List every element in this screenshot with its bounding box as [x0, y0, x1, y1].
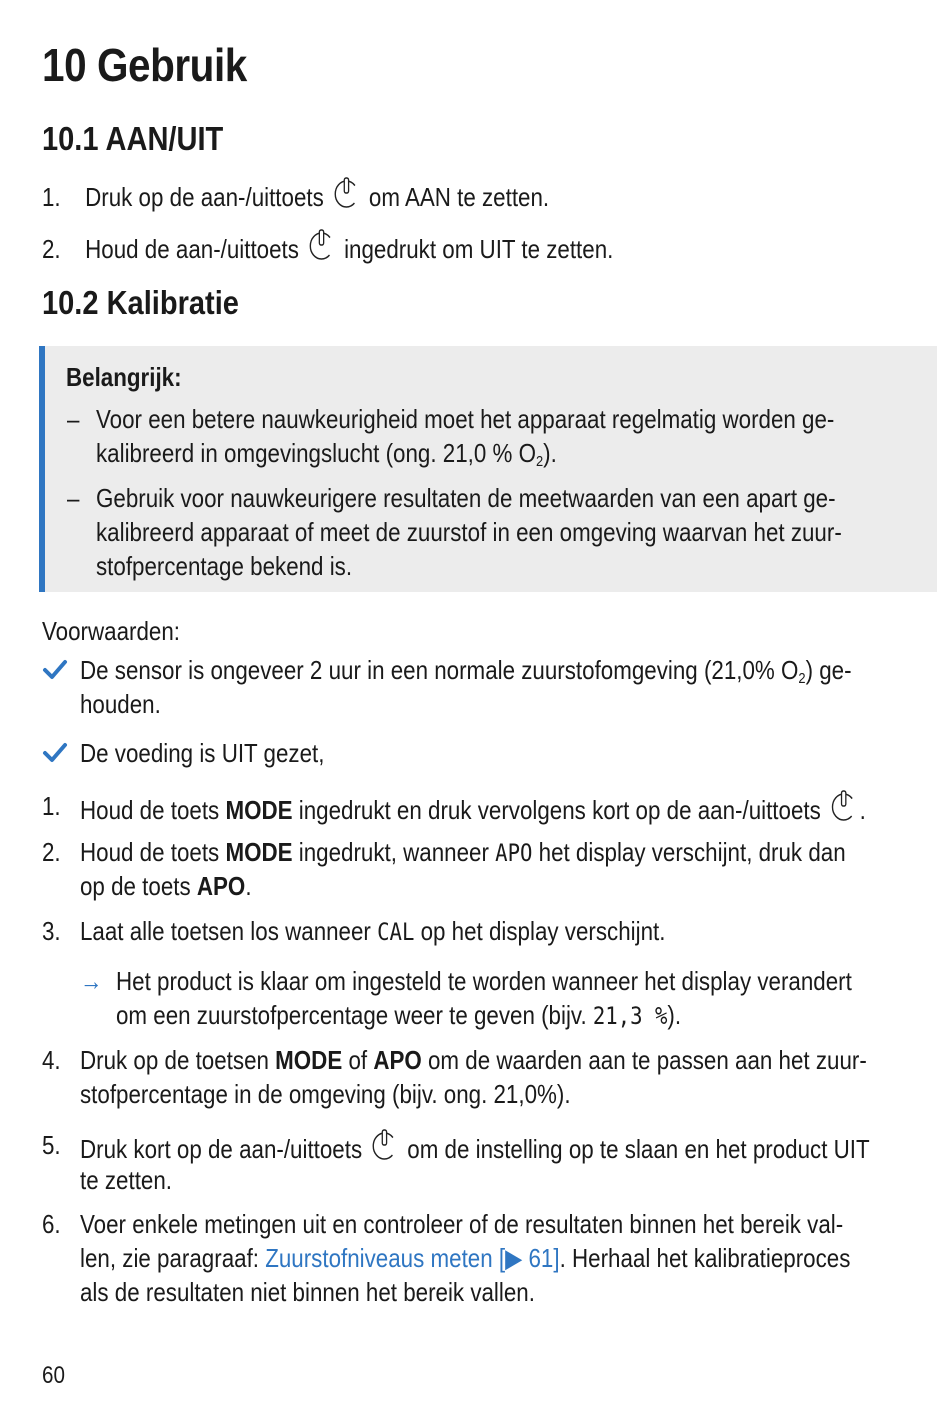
- step-text-part: Houd de toets: [80, 837, 226, 867]
- step-text-part: om de instelling op te slaan en het product UIT: [407, 1134, 870, 1164]
- result-text-part: ).: [667, 1000, 682, 1030]
- key-label: APO: [196, 871, 246, 901]
- key-label: MODE: [225, 837, 293, 867]
- list-item: [42, 176, 937, 214]
- step-number: 2.: [42, 837, 61, 867]
- step-text: om AAN te zetten.: [368, 182, 550, 212]
- step-text-part: Laat alle toetsen los wanneer: [80, 916, 378, 946]
- step-text: Voer enkele metingen uit en controleer of de resultaten binnen het bereik val-: [80, 1209, 844, 1239]
- note-text: Gebruik voor nauwkeurigere resultaten de meetwaarden van een apart ge-: [96, 483, 836, 513]
- step-text-part: ingedrukt, wanneer: [292, 837, 496, 867]
- step-text: [80, 789, 866, 827]
- chapter-title: 10 Gebruik: [42, 39, 247, 91]
- result-text-part: om een zuurstofpercentage weer te geven (bijv.: [116, 1000, 593, 1030]
- note-dash: –: [67, 483, 80, 513]
- step-text: [80, 869, 252, 903]
- page-number: 60: [42, 1362, 65, 1389]
- subscript: 2: [798, 670, 806, 687]
- note-text-part: kalibreerd in omgevingslucht (ong. 21,0 % O: [96, 438, 536, 468]
- conditions-label: [42, 614, 937, 648]
- display-code: 21,3 %: [592, 1002, 668, 1030]
- note-text: kalibreerd apparaat of meet de zuurstof in een omgeving waarvan het zuur-: [96, 517, 842, 547]
- step-text-part: het display verschijnt, druk dan: [532, 837, 846, 867]
- section-title-aan-uit: 10.1 AAN/UIT: [42, 120, 224, 157]
- checkmark-icon: [42, 740, 68, 766]
- checkmark-icon: [42, 657, 68, 683]
- conditions-label-text: Voorwaarden:: [42, 616, 180, 646]
- subscript: 2: [535, 453, 544, 470]
- step-text: ingedrukt om UIT te zetten.: [344, 234, 614, 264]
- step-text-part: om de waarden aan te passen aan het zuur-: [421, 1045, 867, 1075]
- power-icon: [370, 1128, 399, 1162]
- step-text: [80, 1241, 850, 1275]
- step-text: [80, 1043, 867, 1077]
- step-text-part: Houd de toets: [80, 795, 226, 825]
- step-text-part: of: [342, 1045, 374, 1075]
- step-text-part: .: [245, 871, 252, 901]
- step-number: 1.: [42, 791, 61, 821]
- note-text: [96, 436, 557, 470]
- step-text-part: len, zie paragraaf:: [80, 1243, 266, 1273]
- step-text-part: . Herhaal het kalibratieproces: [559, 1243, 851, 1273]
- step-number: 5.: [42, 1130, 61, 1160]
- step-text: [80, 835, 846, 870]
- step-text-part: Druk kort op de aan-/uittoets: [80, 1134, 363, 1164]
- step-number: 6.: [42, 1209, 61, 1239]
- step-number: 2.: [42, 234, 61, 264]
- step-text: te zetten.: [80, 1165, 172, 1195]
- condition-text: [80, 653, 852, 687]
- step-text: als de resultaten niet binnen het bereik vallen.: [80, 1277, 535, 1307]
- step-number: 4.: [42, 1045, 61, 1075]
- note-text-part: ).: [543, 438, 557, 468]
- section-title-kalibratie: 10.2 Kalibratie: [42, 284, 239, 321]
- condition-text: De voeding is UIT gezet,: [80, 738, 325, 768]
- result-text: [116, 998, 681, 1033]
- power-icon: [829, 789, 858, 823]
- step-text: [80, 914, 665, 949]
- arrow-right-icon: →: [80, 966, 103, 996]
- key-label: MODE: [225, 795, 293, 825]
- step-text-part: .: [859, 795, 866, 825]
- step-text-part: ingedrukt en druk vervolgens kort op de aan-/uittoets: [292, 795, 821, 825]
- step-text-part: op de toets: [80, 871, 197, 901]
- display-code: CAL: [377, 918, 415, 946]
- step-text: [80, 1128, 870, 1166]
- note-text: Voor een betere nauwkeurigheid moet het apparaat regelmatig worden ge-: [96, 404, 835, 434]
- step-text-part: Druk op de toetsen: [80, 1045, 276, 1075]
- result-text: Het product is klaar om ingesteld te worden wanneer het display verandert: [116, 966, 852, 996]
- step-number: 3.: [42, 916, 61, 946]
- step-number: 1.: [42, 182, 61, 212]
- cross-reference-link[interactable]: Zuurstofniveaus meten [▶ 61]: [265, 1243, 560, 1273]
- note-label: Belangrijk:: [66, 362, 182, 392]
- display-code: APO: [495, 839, 533, 867]
- key-label: APO: [373, 1045, 422, 1075]
- step-text: stofpercentage in de omgeving (bijv. ong. 21,0%).: [80, 1079, 571, 1109]
- list-item: [42, 228, 937, 266]
- important-note: [39, 346, 937, 592]
- condition-text-part: ) ge-: [805, 655, 852, 685]
- condition-text: houden.: [80, 689, 161, 719]
- step-text: Druk op de aan-/uittoets: [85, 182, 324, 212]
- note-dash: –: [67, 404, 80, 434]
- step-text-part: op het display verschijnt.: [414, 916, 666, 946]
- condition-text-part: De sensor is ongeveer 2 uur in een normale zuurstofomgeving (21,0% O: [80, 655, 799, 685]
- note-text: stofpercentage bekend is.: [96, 551, 353, 581]
- power-icon: [332, 176, 361, 210]
- step-text: Houd de aan-/uittoets: [85, 234, 299, 264]
- power-icon: [307, 228, 336, 262]
- key-label: MODE: [275, 1045, 343, 1075]
